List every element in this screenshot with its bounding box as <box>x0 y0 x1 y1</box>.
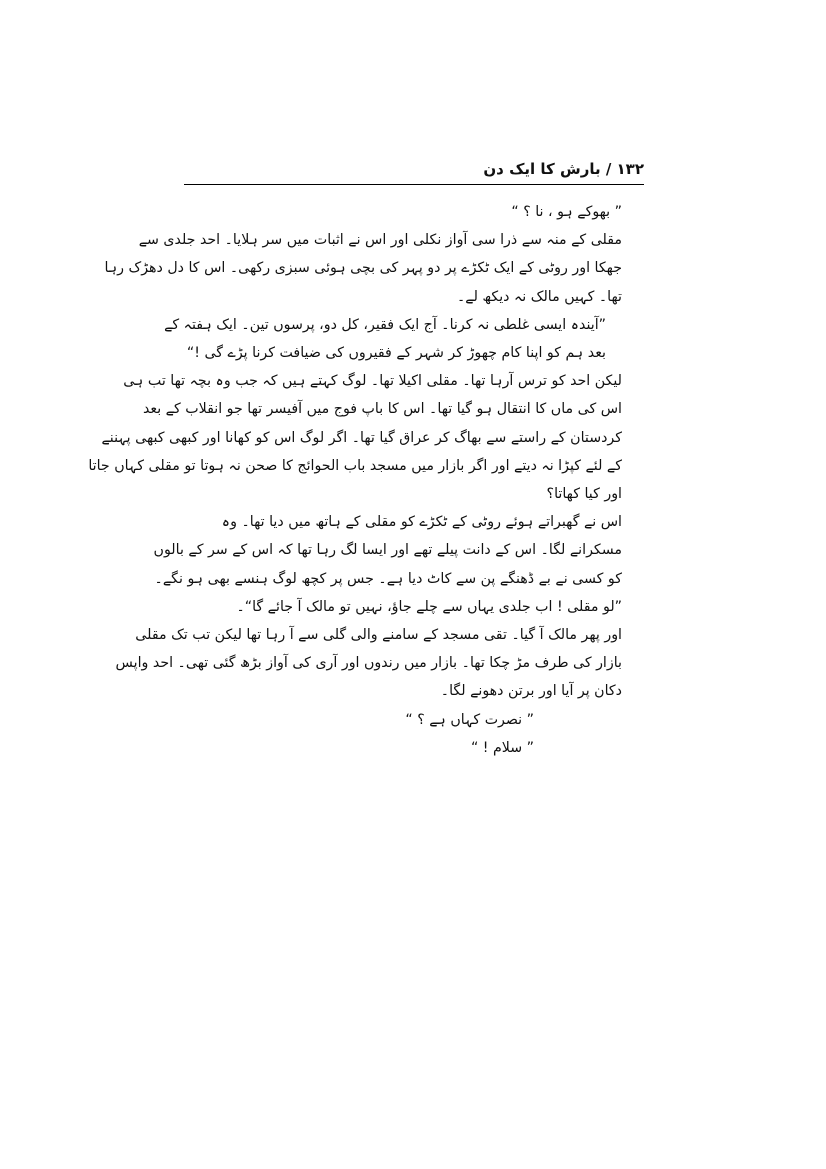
text-line: کے لئے کپڑا نہ دیتے اور اگر بازار میں مسجد باب الحوائج کا صحن نہ ہوتا تو مقلی کہاں جاتا <box>88 457 622 474</box>
paragraph-8 <box>184 706 644 734</box>
running-header <box>184 160 644 184</box>
text-line: مسکرانے لگا۔ اس کے دانت پیلے تھے اور ایسا لگ رہا تھا کہ اس کے سر کے بالوں <box>153 542 622 559</box>
header-divider <box>184 184 644 185</box>
paragraph-3 <box>164 311 644 367</box>
text-line: بازار کی طرف مڑ چکا تھا۔ بازار میں رندوں اور آری کی آواز بڑھ گئی تھی۔ احد واپس <box>115 655 622 672</box>
paragraph-2 <box>104 226 644 311</box>
text-line: بعد ہم کو اپنا کام چھوڑ کر شہر کے فقیروں کی ضیافت کرنا پڑے گی !“ <box>186 345 606 362</box>
paragraph-1 <box>184 198 644 226</box>
paragraph-6 <box>184 593 644 621</box>
text-line: ”آیندہ ایسی غلطی نہ کرنا۔ آج ایک فقیر، کل دو، پرسوں تین۔ ایک ہفتہ کے <box>164 316 606 333</box>
text-line: ” بھوکے ہو ، نا ؟ “ <box>511 204 622 220</box>
text-line: ” سلام ! “ <box>470 739 534 756</box>
text-line: ”لو مقلی ! اب جلدی یہاں سے چلے جاؤ، نہیں تو مالک آ جائے گا“۔ <box>236 598 622 615</box>
page-number-and-title: ۱۳۲ / بارش کا ایک دن <box>483 160 644 178</box>
paragraph-4 <box>88 367 644 508</box>
text-line: اس کی ماں کا انتقال ہو گیا تھا۔ اس کا باپ فوج میں آفیسر تھا جو انقلاب کے بعد <box>142 401 622 418</box>
text-line: کو کسی نے بے ڈھنگے پن سے کاٹ دیا ہے۔ جس پر کچھ لوگ ہنسے بھی ہو نگے۔ <box>154 570 622 587</box>
text-line: اور پھر مالک آ گیا۔ تقی مسجد کے سامنے والی گلی سے آ رہا تھا لیکن تب تک مقلی <box>135 627 622 644</box>
text-line: کردستان کے راستے سے بھاگ کر عراق گیا تھا۔ اگر لوگ اس کو کھانا اور کبھی کبھی پہننے <box>101 429 622 446</box>
text-line: جھکا اور روٹی کے ایک ٹکڑے پر دو پہر کی بچی ہوئی سبزی رکھی۔ اس کا دل دھڑک رہا <box>104 260 622 277</box>
paragraph-9 <box>184 734 644 762</box>
body-text <box>88 198 644 762</box>
text-line: لیکن احد کو ترس آرہا تھا۔ مقلی اکیلا تھا۔ لوگ کہتے ہیں کہ جب وہ بچہ تھا تب ہی <box>123 373 622 390</box>
paragraph-5 <box>153 508 644 593</box>
text-line: اس نے گھبراتے ہوئے روٹی کے ٹکڑے کو مقلی کے ہاتھ میں دیا تھا۔ وہ <box>221 514 622 531</box>
text-line: ” نصرت کہاں ہے ؟ “ <box>405 711 534 728</box>
paragraph-7 <box>115 621 644 706</box>
text-line: تھا۔ کہیں مالک نہ دیکھ لے۔ <box>456 288 622 305</box>
text-line: مقلی کے منہ سے ذرا سی آواز نکلی اور اس نے اثبات میں سر ہلایا۔ احد جلدی سے <box>138 232 622 249</box>
text-line: اور کیا کھاتا؟ <box>546 486 622 503</box>
text-line: دکان پر آیا اور برتن دھونے لگا۔ <box>440 683 622 700</box>
